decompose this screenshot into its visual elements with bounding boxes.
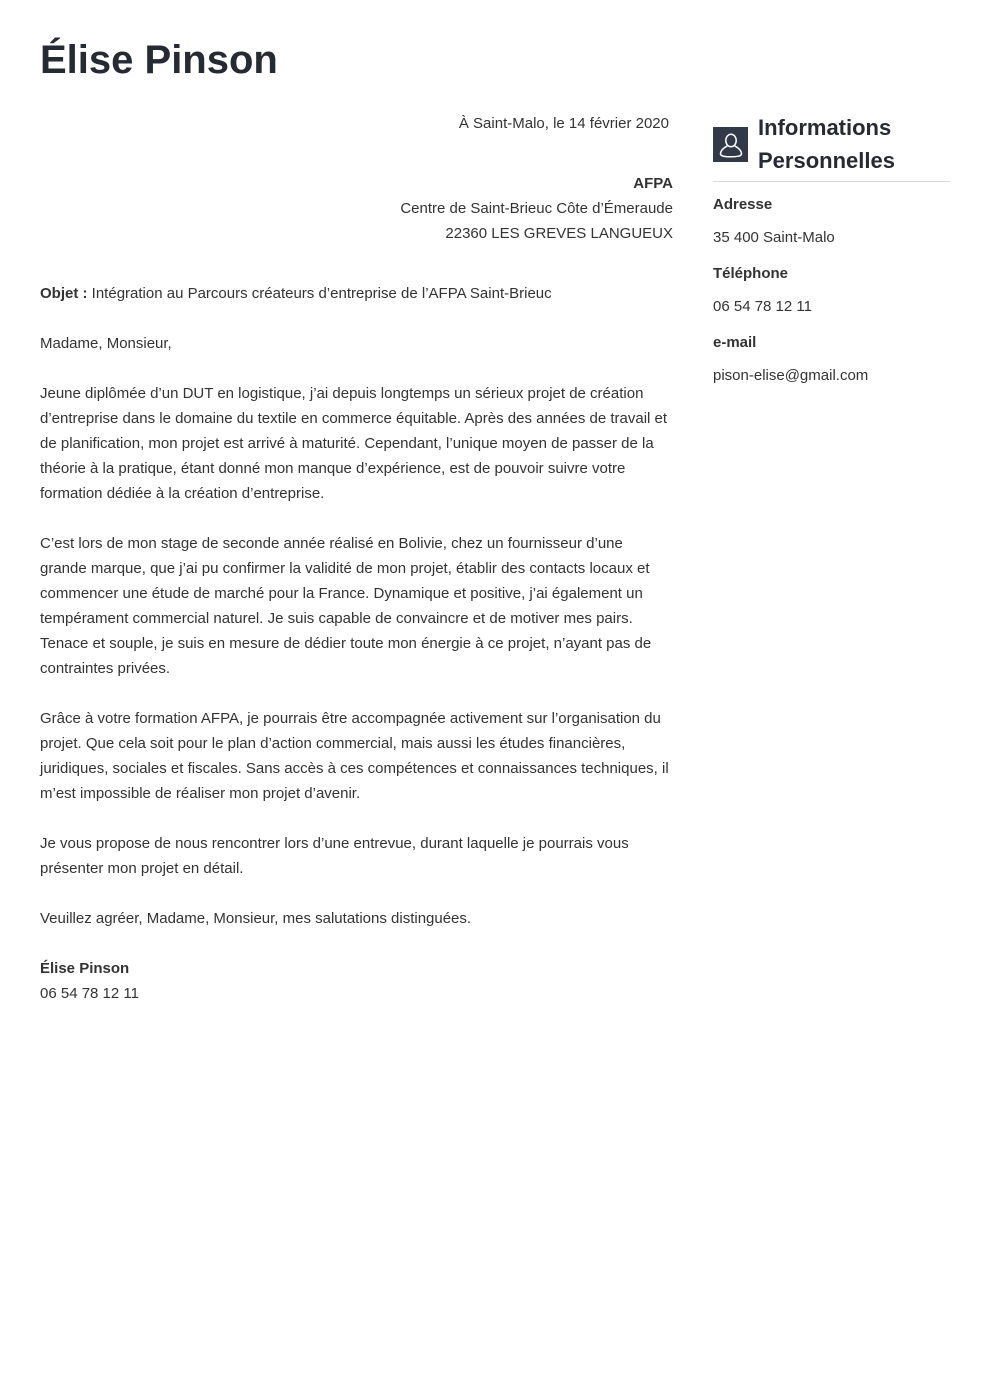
- subject-text: Intégration au Parcours créateurs d’entreprise de l’AFPA Saint-Brieuc: [91, 285, 552, 302]
- email-label: e-mail: [713, 334, 757, 351]
- closing: Veuillez agréer, Madame, Monsieur, mes salutations distinguées.: [40, 910, 472, 927]
- sidebar-header: [713, 111, 950, 182]
- body-paragraph: Grâce à votre formation AFPA, je pourrais être accompagnée activement sur l’organisation du projet. Que cela soit pour le plan d’action commercial, mais aussi les études financières, juridiques, sociales et fiscales. Sans accès à ces compétences et connaissances techniques, il m’est impossible de réaliser mon projet d’avenir.: [40, 710, 669, 802]
- sidebar-title-line1: Informations: [758, 115, 892, 140]
- address-label: Adresse: [713, 196, 773, 213]
- recipient-address-line2: 22360 LES GREVES LANGUEUX: [445, 225, 673, 242]
- signature-name: Élise Pinson: [40, 960, 130, 977]
- salutation: Madame, Monsieur,: [40, 335, 172, 352]
- recipient-name: AFPA: [633, 175, 673, 192]
- sidebar-title: [758, 111, 895, 177]
- page-title: Élise Pinson: [40, 38, 278, 82]
- signature-block: [40, 956, 673, 1006]
- personal-info-sidebar: [713, 111, 950, 388]
- signature-phone: 06 54 78 12 11: [40, 985, 139, 1002]
- body-paragraph: Je vous propose de nous rencontrer lors d’une entrevue, durant laquelle je pourrais vous présenter mon projet en détail.: [40, 835, 629, 877]
- subject-line: [40, 281, 673, 306]
- date-line: À Saint-Malo, le 14 février 2020: [458, 115, 669, 132]
- cover-letter: [40, 111, 673, 1006]
- subject-label: Objet :: [40, 285, 88, 302]
- address-value: 35 400 Saint-Malo: [713, 229, 835, 246]
- recipient-block: [40, 171, 673, 246]
- user-icon: [713, 127, 748, 162]
- sidebar-title-line2: Personnelles: [758, 148, 895, 173]
- email-value: pison-elise@gmail.com: [713, 367, 869, 384]
- recipient-address-line1: Centre de Saint-Brieuc Côte d’Émeraude: [400, 200, 673, 217]
- phone-value: 06 54 78 12 11: [713, 298, 812, 315]
- body-paragraph: C’est lors de mon stage de seconde année réalisé en Bolivie, chez un fournisseur d’une grande marque, que j’ai pu confirmer la validité de mon projet, établir des contacts locaux et commencer une étude de marché pour la France. Dynamique et positive, j’ai également un tempérament commercial naturel. Je suis capable de convaincre et de motiver mes pairs. Tenace et souple, je suis en mesure de dédier toute mon énergie à ce projet, n’ayant pas de contraintes privées.: [40, 535, 652, 677]
- body-paragraph: Jeune diplômée d’un DUT en logistique, j’ai depuis longtemps un sérieux projet de création d’entreprise dans le domaine du textile en commerce équitable. Après des années de travail et de planification, mon projet est arrivé à maturité. Cependant, l’unique moyen de passer de la théorie à la pratique, étant donné mon manque d’expérience, est de pouvoir suivre votre formation dédiée à la création d’entreprise.: [40, 385, 668, 502]
- phone-label: Téléphone: [713, 265, 789, 282]
